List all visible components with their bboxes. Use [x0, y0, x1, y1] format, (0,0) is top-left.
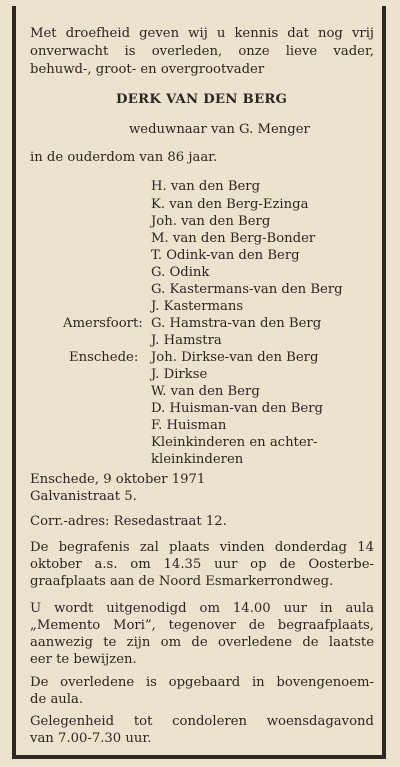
widower-line: weduwnaar van G. Menger — [129, 122, 310, 137]
mourner-name: M. van den Berg-Bonder — [151, 231, 316, 246]
mourner-place: Amersfoort: — [63, 316, 143, 331]
mourner-name: T. Odink-van den Berg — [151, 248, 300, 263]
place-date: Enschede, 9 oktober 1971 — [30, 472, 206, 487]
mourner-name: F. Huisman — [151, 418, 227, 433]
mourner-name: D. Huisman-van den Berg — [151, 401, 323, 416]
mourner-name: G. Kastermans-van den Berg — [151, 282, 343, 297]
laid-out-line: de aula. — [30, 692, 84, 707]
funeral-line: oktober a.s. om 14.35 uur op de Oosterbe- — [30, 557, 374, 572]
mourner-name: W. van den Berg — [151, 384, 260, 399]
invitation-line: U wordt uitgenodigd om 14.00 uur in aula — [30, 601, 374, 616]
condolence-line: Gelegenheid tot condoleren woensdagavond — [30, 714, 374, 729]
intro-line: behuwd-, groot- en overgrootvader — [30, 62, 265, 77]
age-line: in de ouderdom van 86 jaar. — [30, 150, 218, 165]
address: Galvanistraat 5. — [30, 489, 137, 504]
invitation-line: „Memento Mori”, tegenover de begraafplaats, — [30, 618, 374, 633]
invitation-line: eer te bewijzen. — [30, 652, 137, 667]
correspondence-address: Corr.-adres: Resedastraat 12. — [30, 514, 227, 529]
invitation-line: aanwezig te zijn om de overledene de laatste — [30, 635, 374, 650]
laid-out-line: De overledene is opgebaard in bovengenoem- — [30, 675, 374, 690]
funeral-line: De begrafenis zal plaats vinden donderdag 14 — [30, 540, 374, 555]
mourner-place: Enschede: — [69, 350, 139, 365]
mourner-name: J. Dirkse — [151, 367, 208, 382]
mourner-name: K. van den Berg-Ezinga — [151, 197, 309, 212]
mourner-name: kleinkinderen — [151, 452, 244, 467]
mourner-name: H. van den Berg — [151, 179, 261, 194]
deceased-name: DERK VAN DEN BERG — [116, 92, 288, 107]
mourner-name: Joh. Dirkse-van den Berg — [151, 350, 319, 365]
mourner-name: Joh. van den Berg — [151, 214, 271, 229]
intro-line: Met droefheid geven wij u kennis dat nog vrij — [30, 26, 374, 41]
mourner-name: G. Hamstra-van den Berg — [151, 316, 322, 331]
mourner-name: Kleinkinderen en achter- — [151, 435, 318, 450]
funeral-line: graafplaats aan de Noord Esmarkerrondweg. — [30, 574, 334, 589]
condolence-line: van 7.00-7.30 uur. — [30, 731, 152, 746]
intro-line: onverwacht is overleden, onze lieve vader, — [30, 44, 374, 59]
mourner-name: J. Hamstra — [151, 333, 222, 348]
mourner-name: J. Kastermans — [151, 299, 244, 314]
mourner-name: G. Odink — [151, 265, 210, 280]
